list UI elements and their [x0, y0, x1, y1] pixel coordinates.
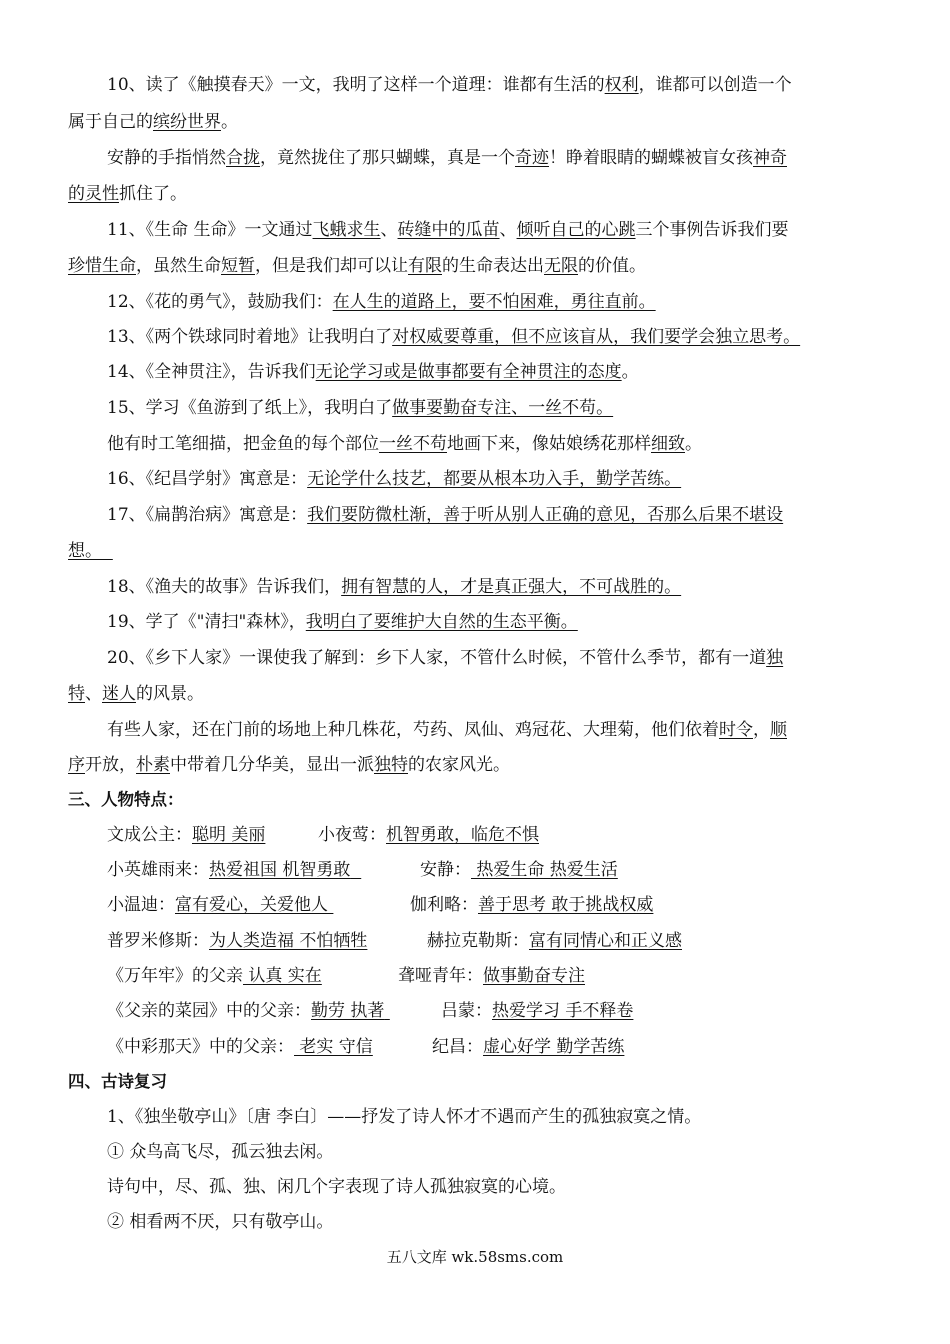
item-13 — [107, 325, 800, 349]
text: 。 — [221, 112, 238, 132]
answer-blank: 缤纷世界 — [153, 112, 221, 132]
poem-line-1: ① 众鸟高飞尽，孤云独去闲。 — [107, 1142, 334, 1162]
flowers-line-2 — [68, 753, 510, 777]
character-trait: 机智勇敢，临危不惧 — [386, 825, 539, 845]
poem-line-2: ② 相看两不厌，只有敬亭山。 — [107, 1212, 334, 1232]
character-label: 吕蒙： — [441, 1001, 492, 1021]
answer-blank: 对权威要尊重，但不应该盲从，我们要学会独立思考。 — [392, 327, 801, 347]
text: 属于自己的 — [68, 112, 153, 132]
text: 、 — [380, 220, 398, 240]
text: 。 — [685, 434, 702, 454]
item-15 — [107, 396, 613, 420]
item-20-line-1 — [107, 646, 783, 670]
text: 15、学习《鱼游到了纸上》，我明白了 — [107, 398, 393, 418]
item-10-line-1 — [107, 73, 792, 97]
character-row — [410, 893, 653, 917]
character-label: 安静： — [420, 860, 471, 880]
item-16 — [107, 467, 681, 491]
anjing-line-2 — [68, 182, 187, 206]
item-14 — [107, 360, 639, 384]
item-17-line-2 — [68, 539, 113, 563]
text: 13、《两个铁球同时着地》让我明白了 — [107, 327, 393, 347]
text: 。 — [621, 362, 639, 382]
answer-blank: 飞蛾求生 — [312, 220, 381, 240]
answer-blank: 合拢 — [226, 148, 260, 168]
answer-blank: 砖缝中的瓜苗 — [397, 220, 500, 240]
character-label: 《中彩那天》中的父亲： — [107, 1037, 294, 1057]
character-row — [107, 823, 265, 847]
answer-blank: 细致 — [651, 434, 685, 454]
text: 14、《全神贯注》，告诉我们 — [107, 362, 316, 382]
answer-blank: 我明白了要维护大自然的生态平衡。 — [305, 612, 578, 632]
text: ，虽然生命 — [136, 256, 221, 276]
answer-blank: 有限 — [408, 256, 442, 276]
item-17-line-1 — [107, 503, 783, 527]
text: 三个事例告诉我们要 — [635, 220, 789, 240]
character-label: 普罗米修斯： — [107, 931, 209, 951]
character-trait: 热爱祖国 机智勇敢 — [209, 860, 351, 880]
character-row — [427, 929, 682, 953]
poem-title: 1、《独坐敬亭山》〔唐 李白〕——抒发了诗人怀才不遇而产生的孤独寂寞之情。 — [107, 1107, 702, 1127]
character-row — [318, 823, 539, 847]
answer-blank: 珍惜生命 — [68, 256, 136, 276]
text: 的价值。 — [578, 256, 646, 276]
answer-blank: 无论学习或是做事都要有全神贯注的态度 — [315, 362, 622, 382]
character-label: 小温迪： — [107, 895, 175, 915]
text: ，但是我们却可以让 — [255, 256, 408, 276]
character-trait: 热爱生命 热爱生活 — [471, 860, 618, 880]
character-label: 小夜莺： — [318, 825, 386, 845]
text: ，竟然拢住了那只蝴蝶，真是一个 — [260, 148, 515, 168]
answer-blank: 权利 — [604, 75, 639, 95]
item-12 — [107, 290, 656, 314]
item-18 — [107, 575, 681, 599]
answer-blank: 神奇 — [753, 148, 787, 168]
text: 19、学了《"清扫"森林》， — [107, 612, 306, 632]
anjing-line-1 — [107, 146, 787, 170]
character-trait: 老实 守信 — [294, 1037, 373, 1057]
character-label: 赫拉克勒斯： — [427, 931, 529, 951]
character-row — [398, 964, 585, 988]
character-label: 小英雄雨来： — [107, 860, 209, 880]
answer-blank: 特 — [68, 684, 85, 704]
text: 12、《花的勇气》，鼓励我们： — [107, 292, 333, 312]
character-trait: 虚心好学 勤学苦练 — [483, 1037, 625, 1057]
character-label: 伽利略： — [410, 895, 478, 915]
answer-blank: 拥有智慧的人，才是真正强大，不可战胜的。 — [341, 577, 682, 597]
answer-blank: 做事要勤奋专注、一丝不苟。 — [392, 398, 614, 418]
text: 他有时工笔细描，把金鱼的每个部位 — [107, 434, 379, 454]
character-row — [107, 999, 390, 1023]
flowers-line-1 — [107, 718, 787, 742]
section-4-heading: 四、古诗复习 — [68, 1072, 167, 1091]
item-11-line-2 — [68, 254, 646, 278]
character-trait: 热爱学习 手不释卷 — [492, 1001, 634, 1021]
text: 18、《渔夫的故事》告诉我们， — [107, 577, 342, 597]
text: 16、《纪昌学射》寓意是： — [107, 469, 308, 489]
text: 、 — [499, 220, 517, 240]
character-trait: 善于思考 敢于挑战权威 — [478, 895, 654, 915]
character-row — [107, 1035, 373, 1059]
character-row — [107, 858, 361, 882]
character-label: 《父亲的菜园》中的父亲： — [107, 1001, 311, 1021]
footer-watermark: 五八文库 wk.58sms.com — [386, 1248, 564, 1266]
text: 地画下来，像姑娘绣花那样 — [447, 434, 651, 454]
answer-blank: 我们要防微杜渐，善于听从别人正确的意见，否那么后果不堪设 — [307, 505, 784, 525]
text: 的生命表达出 — [442, 256, 544, 276]
text: 10、读了《触摸春天》一文，我明了这样一个道理：谁都有生活的 — [107, 75, 605, 95]
text: ， — [753, 720, 770, 740]
character-row — [432, 1035, 624, 1059]
text: 安静的手指悄然 — [107, 148, 226, 168]
text: ！睁着眼睛的蝴蝶被盲女孩 — [549, 148, 753, 168]
text: 的风景。 — [136, 684, 204, 704]
text: 11、《生命 生命》一文通过 — [107, 220, 313, 240]
character-row — [107, 964, 322, 988]
character-trait: 勤劳 执著 — [311, 1001, 385, 1021]
character-row — [420, 858, 618, 882]
character-label: 聋哑青年： — [398, 966, 483, 986]
character-label: 文成公主： — [107, 825, 192, 845]
answer-blank: 想。 — [68, 541, 102, 561]
answer-blank: 无限 — [544, 256, 578, 276]
item-20-line-2 — [68, 682, 204, 706]
text: 、 — [85, 684, 102, 704]
character-label: 纪昌： — [432, 1037, 483, 1057]
answer-blank: 序 — [68, 755, 85, 775]
answer-blank: 独 — [766, 648, 784, 668]
character-row — [107, 929, 367, 953]
text: 开放， — [85, 755, 136, 775]
text: 20、《乡下人家》一课使我了解到：乡下人家，不管什么时候，不管什么季节，都有一道 — [107, 648, 767, 668]
text: 的农家风光。 — [408, 755, 510, 775]
poem-note: 诗句中，尽、孤、独、闲几个字表现了诗人孤独寂寞的心境。 — [107, 1177, 566, 1197]
answer-blank: 时令 — [719, 720, 753, 740]
answer-blank: 迷人 — [102, 684, 136, 704]
answer-blank: 顺 — [770, 720, 787, 740]
item-11-line-1 — [107, 218, 789, 242]
text: 有些人家，还在门前的场地上种几株花，芍药、凤仙、鸡冠花、大理菊，他们依着 — [107, 720, 719, 740]
answer-blank: 的灵性 — [68, 184, 119, 204]
character-label: 《万年牢》的父亲 — [107, 966, 243, 986]
answer-blank: 短暂 — [221, 256, 255, 276]
text: ，谁都可以创造一个 — [638, 75, 792, 95]
item-10-line-2 — [68, 110, 238, 134]
answer-blank: 一丝不苟 — [379, 434, 447, 454]
item-15-sentence — [107, 432, 702, 456]
character-trait: 聪明 美丽 — [192, 825, 266, 845]
answer-blank: 独特 — [374, 755, 408, 775]
character-trait: 富有爱心，关爱他人 — [175, 895, 328, 915]
section-3-heading: 三、人物特点： — [68, 790, 184, 809]
text: 中带着几分华美，显出一派 — [170, 755, 374, 775]
character-trait: 富有同情心和正义感 — [529, 931, 682, 951]
answer-blank: 无论学什么技艺，都要从根本功入手，勤学苦练。 — [307, 469, 682, 489]
character-trait: 做事勤奋专注 — [483, 966, 585, 986]
character-trait: 认真 实在 — [243, 966, 322, 986]
answer-blank: 在人生的道路上，要不怕困难，勇往直前。 — [332, 292, 656, 312]
answer-blank: 奇迹 — [515, 148, 549, 168]
character-trait: 为人类造福 不怕牺牲 — [209, 931, 368, 951]
text: 抓住了。 — [119, 184, 187, 204]
text: 17、《扁鹊治病》寓意是： — [107, 505, 308, 525]
answer-blank: 倾听自己的心跳 — [516, 220, 636, 240]
item-19 — [107, 610, 578, 634]
character-row — [107, 893, 333, 917]
character-row — [441, 999, 633, 1023]
answer-blank: 朴素 — [136, 755, 170, 775]
